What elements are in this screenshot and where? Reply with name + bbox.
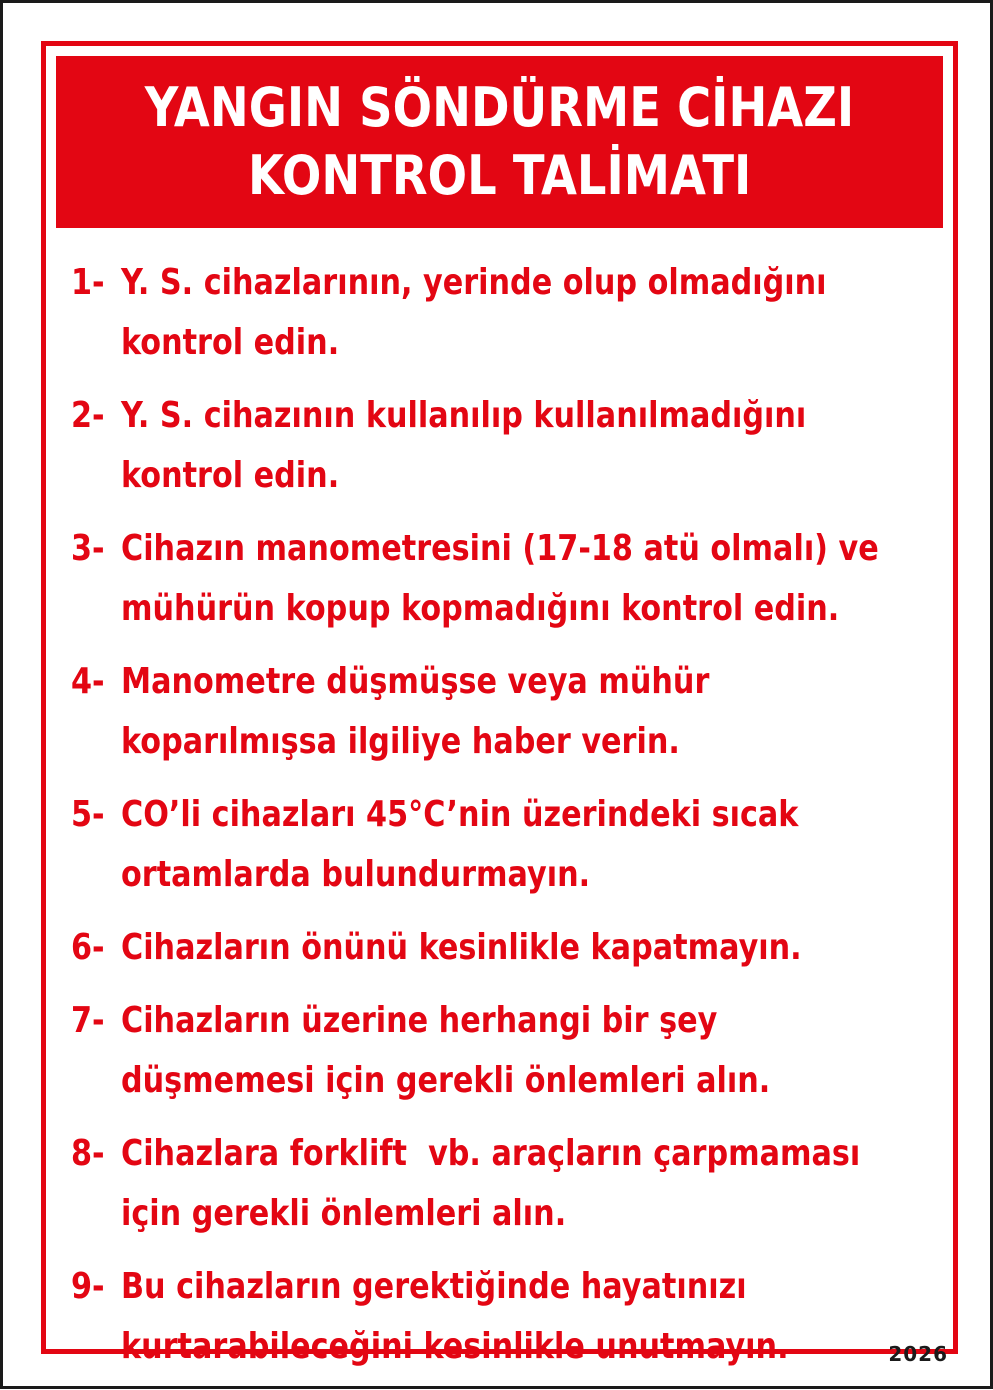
item-text-line: Cihazların üzerine herhangi bir şey bbox=[121, 1000, 718, 1041]
instruction-item-8 bbox=[71, 1124, 941, 1244]
item-number: 7- bbox=[71, 1000, 105, 1041]
item-number: 8- bbox=[71, 1133, 105, 1174]
item-number: 9- bbox=[71, 1266, 105, 1307]
item-text-line: Cihazlara forklift vb. araçların çarpmaması bbox=[121, 1133, 861, 1174]
item-text-line: Y. S. cihazlarının, yerinde olup olmadığını bbox=[121, 262, 827, 303]
instruction-item-5 bbox=[71, 785, 941, 905]
item-text-line: ortamlarda bulundurmayın. bbox=[121, 854, 591, 895]
item-text-line: Manometre düşmüşse veya mühür bbox=[121, 661, 710, 702]
item-text-line: Bu cihazların gerektiğinde hayatınızı bbox=[121, 1266, 747, 1307]
item-text-line: CO’li cihazları 45°C’nin üzerindeki sıcak bbox=[121, 794, 799, 835]
item-number: 6- bbox=[71, 927, 105, 968]
title-banner bbox=[56, 56, 943, 228]
item-text-line: mühürün kopup kopmadığını kontrol edin. bbox=[121, 588, 840, 629]
item-text-line: kurtarabileceğini kesinlikle unutmayın. bbox=[121, 1326, 789, 1367]
item-text-line: Y. S. cihazının kullanılıp kullanılmadığını bbox=[121, 395, 807, 436]
item-number: 2- bbox=[71, 395, 105, 436]
item-text-line: kontrol edin. bbox=[121, 322, 340, 363]
item-number: 4- bbox=[71, 661, 105, 702]
title-line-1: YANGIN SÖNDÜRME CİHAZI bbox=[144, 76, 855, 139]
instruction-item-1 bbox=[71, 253, 941, 373]
item-number: 5- bbox=[71, 794, 105, 835]
instruction-list bbox=[71, 253, 941, 1390]
item-text-line: Cihazların önünü kesinlikle kapatmayın. bbox=[121, 927, 802, 968]
item-number: 1- bbox=[71, 262, 105, 303]
product-code: 2026 bbox=[888, 1342, 948, 1366]
item-text-line: düşmemesi için gerekli önlemleri alın. bbox=[121, 1060, 771, 1101]
instruction-item-4 bbox=[71, 652, 941, 772]
instruction-item-2 bbox=[71, 386, 941, 506]
item-number: 3- bbox=[71, 528, 105, 569]
item-text-line: koparılmışsa ilgiliye haber verin. bbox=[121, 721, 680, 762]
instruction-item-6 bbox=[71, 918, 941, 978]
instruction-item-7 bbox=[71, 991, 941, 1111]
instruction-item-9 bbox=[71, 1257, 941, 1377]
item-text-line: kontrol edin. bbox=[121, 455, 340, 496]
item-text-line: için gerekli önlemleri alın. bbox=[121, 1193, 567, 1234]
item-text-line: Cihazın manometresini (17-18 atü olmalı) ve bbox=[121, 528, 879, 569]
title-line-2: KONTROL TALİMATI bbox=[247, 144, 752, 207]
instruction-item-3 bbox=[71, 519, 941, 639]
